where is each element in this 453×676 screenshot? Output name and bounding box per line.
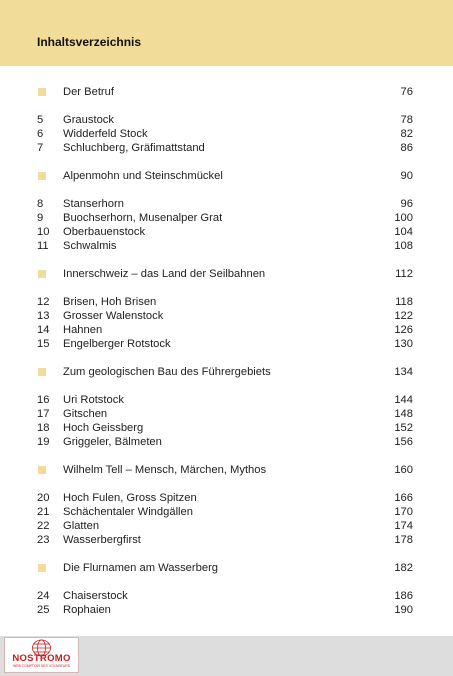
toc-entry-title: Hoch Fulen, Gross Spitzen <box>63 492 197 504</box>
toc-entry-title: Stanserhorn <box>63 198 124 210</box>
toc-entry-number: 18 <box>37 422 50 434</box>
toc-entry-title: Der Betruf <box>63 86 114 98</box>
toc-page-number: 82 <box>400 128 413 140</box>
toc-page-number: 156 <box>394 436 413 448</box>
toc-page-number: 130 <box>394 338 413 350</box>
toc-page-number: 104 <box>394 226 413 238</box>
toc-page-number: 76 <box>400 86 413 98</box>
toc-entry-number: 19 <box>37 436 50 448</box>
toc-entry-row <box>0 533 453 547</box>
toc-entry-title: Gitschen <box>63 408 108 420</box>
toc-entry-number: 8 <box>37 198 44 210</box>
toc-section-row <box>0 169 453 183</box>
toc-entry-number: 5 <box>37 114 44 126</box>
toc-entry-number: 14 <box>37 324 50 336</box>
toc-entry-number: 9 <box>37 212 44 224</box>
toc-entry-row <box>0 141 453 155</box>
watermark-name: NOSTROMO <box>12 653 71 664</box>
toc-entry-row <box>0 323 453 337</box>
toc-page-number: 100 <box>394 212 413 224</box>
toc-entry-number: 10 <box>37 226 50 238</box>
toc-entry-row <box>0 295 453 309</box>
toc-entry-title: Schächentaler Windgällen <box>63 506 193 518</box>
toc-entry-title: Wilhelm Tell – Mensch, Märchen, Mythos <box>63 464 267 476</box>
toc-entry-row <box>0 127 453 141</box>
toc-entry-row <box>0 113 453 127</box>
toc-entry-title: Glatten <box>63 520 100 532</box>
toc-entry-row <box>0 505 453 519</box>
section-bullet-icon <box>38 466 46 474</box>
toc-entry-row <box>0 393 453 407</box>
toc-page-number: 182 <box>394 562 413 574</box>
toc-entry-row <box>0 491 453 505</box>
watermark-tagline: WEB COMPTOIR DES VOYAGEURS <box>13 664 70 668</box>
toc-page-number: 190 <box>394 604 413 616</box>
nostromo-watermark-logo <box>4 637 79 673</box>
toc-entry-number: 15 <box>37 338 50 350</box>
toc-page-number: 178 <box>394 534 413 546</box>
toc-entry-row <box>0 337 453 351</box>
toc-entry-title: Graustock <box>63 114 114 126</box>
toc-entry-row <box>0 519 453 533</box>
section-bullet-icon <box>38 270 46 278</box>
toc-entry-title: Chaiserstock <box>63 590 128 602</box>
toc-entry-title: Widderfeld Stock <box>63 128 148 140</box>
toc-section-row <box>0 463 453 477</box>
toc-section-row <box>0 85 453 99</box>
toc-entry-number: 6 <box>37 128 44 140</box>
toc-entry-row <box>0 603 453 617</box>
toc-entry-row <box>0 197 453 211</box>
page-header <box>0 0 453 66</box>
toc-entry-row <box>0 407 453 421</box>
toc-entry-title: Hahnen <box>63 324 103 336</box>
toc-entry-title: Innerschweiz – das Land der Seilbahnen <box>63 268 266 280</box>
toc-entry-number: 11 <box>37 240 49 252</box>
toc-entry-row <box>0 421 453 435</box>
toc-page-number: 122 <box>394 310 413 322</box>
toc-page-number: 86 <box>400 142 413 154</box>
toc-entry-title: Buochserhorn, Musenalper Grat <box>63 212 223 224</box>
section-bullet-icon <box>38 564 46 572</box>
toc-page-number: 134 <box>394 366 413 378</box>
toc-entry-number: 24 <box>37 590 50 602</box>
toc-entry-row <box>0 589 453 603</box>
section-bullet-icon <box>38 88 46 96</box>
toc-entry-title: Wasserbergfirst <box>63 534 141 546</box>
toc-entry-number: 12 <box>37 296 50 308</box>
toc-page-number: 152 <box>394 422 413 434</box>
toc-page-number: 186 <box>394 590 413 602</box>
toc-page-number: 166 <box>394 492 413 504</box>
toc-entry-number: 20 <box>37 492 50 504</box>
toc-page-number: 96 <box>400 198 413 210</box>
toc-entry-row <box>0 225 453 239</box>
toc-section-row <box>0 365 453 379</box>
toc-entry-title: Rophaien <box>63 604 111 616</box>
toc-entry-number: 23 <box>37 534 50 546</box>
toc-entry-number: 22 <box>37 520 50 532</box>
toc-entry-number: 17 <box>37 408 50 420</box>
section-bullet-icon <box>38 172 46 180</box>
toc-entry-title: Engelberger Rotstock <box>63 338 171 350</box>
toc-page-number: 90 <box>400 170 413 182</box>
toc-page-number: 126 <box>394 324 413 336</box>
toc-page-number: 144 <box>394 394 413 406</box>
toc-page-number: 108 <box>394 240 413 252</box>
toc-entry-row <box>0 211 453 225</box>
toc-section-row <box>0 267 453 281</box>
toc-entry-title: Hoch Geissberg <box>63 422 144 434</box>
section-bullet-icon <box>38 368 46 376</box>
toc-entry-title: Oberbauenstock <box>63 226 146 238</box>
toc-page-number: 112 <box>395 268 413 280</box>
toc-page-number: 118 <box>395 296 413 308</box>
toc-page-number: 148 <box>394 408 413 420</box>
toc-section-row <box>0 561 453 575</box>
toc-entry-title: Schwalmis <box>63 240 117 252</box>
toc-page-number: 174 <box>394 520 413 532</box>
toc-page-number: 160 <box>394 464 413 476</box>
toc-entry-number: 7 <box>37 142 44 154</box>
toc-entry-title: Die Flurnamen am Wasserberg <box>63 562 219 574</box>
toc-entry-number: 25 <box>37 604 50 616</box>
toc-entry-number: 16 <box>37 394 50 406</box>
page-title: Inhaltsverzeichnis <box>37 35 142 49</box>
toc-entry-title: Grosser Walenstock <box>63 310 164 322</box>
toc-entry-title: Schluchberg, Gräfimattstand <box>63 142 205 154</box>
toc-entry-number: 21 <box>37 506 50 518</box>
toc-page-number: 78 <box>400 114 413 126</box>
toc-entry-row <box>0 435 453 449</box>
toc-entry-row <box>0 239 453 253</box>
toc-entry-number: 13 <box>37 310 50 322</box>
toc-entry-title: Griggeler, Bälmeten <box>63 436 162 448</box>
toc-entry-title: Alpenmohn und Steinschmückel <box>63 170 223 182</box>
toc-entry-title: Zum geologischen Bau des Führergebiets <box>63 366 271 378</box>
toc-entry-title: Brisen, Hoh Brisen <box>63 296 157 308</box>
toc-page-number: 170 <box>394 506 413 518</box>
toc-entry-row <box>0 309 453 323</box>
toc-entry-title: Uri Rotstock <box>63 394 124 406</box>
